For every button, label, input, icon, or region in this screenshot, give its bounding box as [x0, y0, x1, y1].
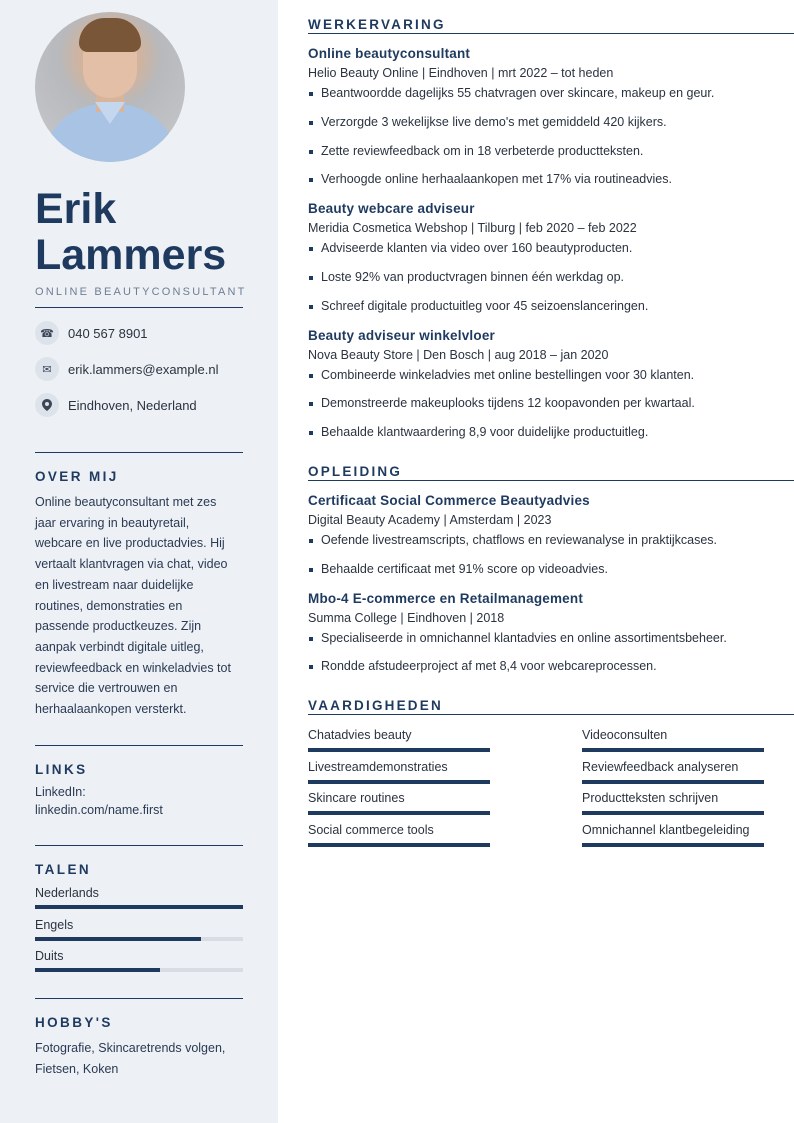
about-line: reviewfeedback en winkeladvies tot — [35, 660, 231, 675]
education-bullet: Oefende livestreamscripts, chatflows en reviewanalyse in praktijkcases. — [308, 533, 717, 547]
job-meta: Nova Beauty Store | Den Bosch | aug 2018 – jan 2020 — [308, 348, 609, 362]
language-level-bar — [35, 905, 243, 909]
divider — [35, 845, 243, 846]
skill-name: Videoconsulten — [582, 728, 668, 742]
skill-bar — [308, 780, 490, 784]
skill-bar — [308, 748, 490, 752]
last-name: Lammers — [35, 231, 227, 279]
job-title: Online beautyconsultant — [308, 46, 471, 61]
language-name: Engels — [35, 918, 74, 932]
divider — [35, 998, 243, 999]
about-line: Online beautyconsultant met zes — [35, 495, 217, 509]
language-level-fill — [35, 937, 201, 941]
links-heading: LINKS — [35, 762, 88, 777]
skill-bar — [582, 843, 764, 847]
linkedin-label: LinkedIn: — [35, 785, 86, 799]
education-meta: Digital Beauty Academy | Amsterdam | 2023 — [308, 513, 552, 527]
skill-item — [308, 760, 490, 784]
skill-item — [582, 791, 764, 815]
languages-heading: TALEN — [35, 862, 91, 877]
language-name: Duits — [35, 949, 64, 963]
skill-item — [308, 823, 490, 847]
phone-icon: ☎ — [35, 321, 59, 345]
job-title: ONLINE BEAUTYCONSULTANT — [35, 286, 247, 298]
language-item — [35, 949, 243, 972]
linkedin-link[interactable]: linkedin.com/name.first — [35, 803, 163, 817]
language-level-fill — [35, 905, 243, 909]
about-line: passende productkeuzes. Zijn — [35, 619, 202, 634]
profile-photo — [35, 12, 185, 162]
about-line: service die vertrouwen en — [35, 681, 178, 696]
job-bullet: Zette reviewfeedback om in 18 verbeterde productteksten. — [308, 144, 643, 158]
about-line: jaar ervaring in beautyretail, — [35, 515, 190, 530]
mail-icon: ✉ — [35, 357, 59, 381]
job-bullet: Loste 92% van productvragen binnen één werkdag op. — [308, 270, 624, 284]
skill-item — [582, 823, 764, 847]
skill-name: Reviewfeedback analyseren — [582, 760, 739, 774]
sidebar — [0, 0, 278, 1123]
education-meta: Summa College | Eindhoven | 2018 — [308, 611, 505, 625]
skill-bar — [582, 811, 764, 815]
job-bullet: Behaalde klantwaardering 8,9 voor duidelijke productuitleg. — [308, 425, 648, 439]
skill-item — [582, 760, 764, 784]
skill-bar — [582, 780, 764, 784]
skill-item — [308, 791, 490, 815]
hobbies-heading: HOBBY'S — [35, 1015, 113, 1030]
skill-item — [308, 728, 490, 752]
email-text: erik.lammers@example.nl — [68, 361, 219, 377]
skills-heading: VAARDIGHEDEN — [308, 698, 794, 715]
contact-phone — [35, 321, 148, 345]
language-level-fill — [35, 968, 160, 972]
education-title: Mbo-4 E-commerce en Retailmanagement — [308, 591, 584, 606]
about-text — [35, 492, 247, 720]
job-bullet: Verzorgde 3 wekelijkse live demo's met gemiddeld 420 kijkers. — [308, 115, 667, 129]
about-line: routines, demonstraties en — [35, 598, 183, 613]
job-title: Beauty webcare adviseur — [308, 201, 475, 216]
education-title: Certificaat Social Commerce Beautyadvies — [308, 493, 590, 508]
hobbies-text — [35, 1038, 247, 1079]
first-name: Erik — [35, 185, 117, 233]
job-bullet: Beantwoordde dagelijks 55 chatvragen over skincare, makeup en geur. — [308, 86, 714, 100]
about-heading: OVER MIJ — [35, 469, 119, 484]
divider — [35, 307, 243, 308]
job-bullet: Combineerde winkeladvies met online bestellingen voor 30 klanten. — [308, 368, 694, 382]
job-bullet: Demonstreerde makeuplooks tijdens 12 koopavonden per kwartaal. — [308, 396, 695, 410]
about-line: aanpak verbindt digitale uitleg, — [35, 639, 204, 654]
about-line: herhaalaankopen versterkt. — [35, 702, 187, 717]
language-name: Nederlands — [35, 886, 99, 900]
language-item — [35, 918, 243, 941]
skill-name: Social commerce tools — [308, 823, 434, 837]
job-bullet: Verhoogde online herhaalaankopen met 17% via routineadvies. — [308, 172, 672, 186]
education-bullet: Behaalde certificaat met 91% score op videoadvies. — [308, 562, 608, 576]
job-bullet: Schreef digitale productuitleg voor 45 seizoenslanceringen. — [308, 299, 648, 313]
contact-email — [35, 357, 218, 381]
skill-bar — [308, 811, 490, 815]
links-block — [35, 783, 247, 819]
divider — [35, 452, 243, 453]
hobbies-line: Fietsen, Koken — [35, 1061, 119, 1076]
about-line: vertaalt klantvragen via chat, video — [35, 557, 228, 572]
experience-heading: WERKERVARING — [308, 17, 794, 34]
about-line: en livestream naar duidelijke — [35, 577, 194, 592]
language-item — [35, 886, 243, 909]
language-level-bar — [35, 968, 243, 972]
skill-name: Omnichannel klantbegeleiding — [582, 823, 750, 837]
language-level-bar — [35, 937, 243, 941]
job-bullet: Adviseerde klanten via video over 160 beautyproducten. — [308, 241, 632, 255]
contact-location — [35, 393, 197, 417]
education-bullet: Specialiseerde in omnichannel klantadvies en online assortimentsbeheer. — [308, 631, 727, 645]
about-line: webcare en live productadvies. Hij — [35, 536, 225, 551]
phone-text: 040 567 8901 — [68, 325, 148, 341]
skill-bar — [582, 748, 764, 752]
skill-name: Chatadvies beauty — [308, 728, 412, 742]
divider — [35, 745, 243, 746]
skill-name: Livestreamdemonstraties — [308, 760, 448, 774]
job-title: Beauty adviseur winkelvloer — [308, 328, 495, 343]
skill-bar — [308, 843, 490, 847]
job-meta: Helio Beauty Online | Eindhoven | mrt 2022 – tot heden — [308, 66, 614, 80]
skill-item — [582, 728, 764, 752]
candidate-name — [35, 186, 226, 278]
hobbies-line: Fotografie, Skincaretrends volgen, — [35, 1041, 226, 1055]
education-heading: OPLEIDING — [308, 464, 794, 481]
skill-name: Skincare routines — [308, 791, 405, 805]
skill-name: Productteksten schrijven — [582, 791, 719, 805]
job-meta: Meridia Cosmetica Webshop | Tilburg | feb 2020 – feb 2022 — [308, 221, 637, 235]
location-text: Eindhoven, Nederland — [68, 397, 197, 413]
location-pin-icon — [35, 393, 59, 417]
education-bullet: Rondde afstudeerproject af met 8,4 voor webcareprocessen. — [308, 659, 657, 673]
